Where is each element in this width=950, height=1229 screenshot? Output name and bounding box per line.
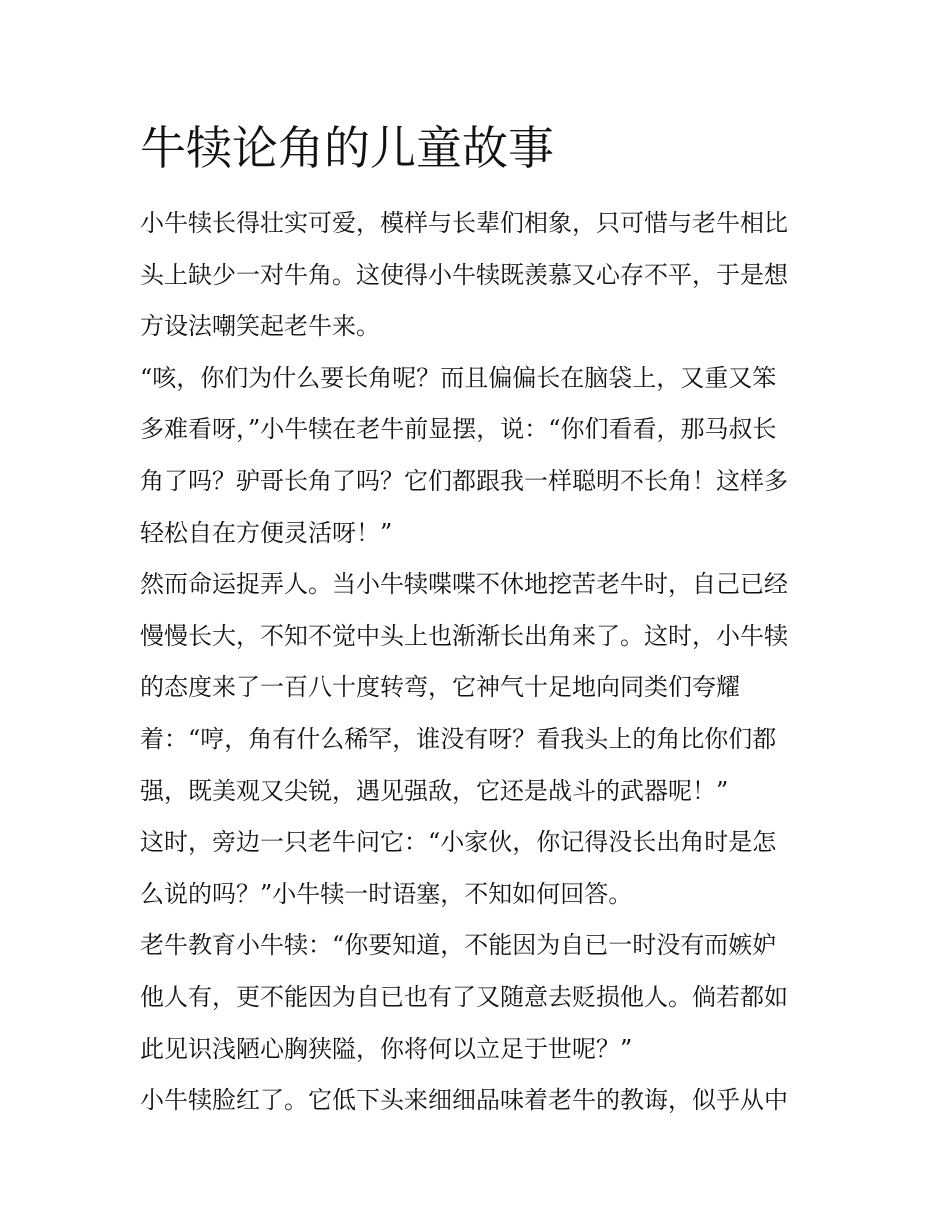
text-line: 强，既美观又尖锐，遇见强敌，它还是战斗的武器呢！” — [140, 776, 729, 805]
document-body — [140, 198, 820, 1127]
text-line: 的态度来了一百八十度转弯，它神气十足地向同类们夸耀 — [140, 673, 740, 702]
text-line: 小牛犊脸红了。它低下头来细细品味着老牛的教诲，似乎从中 — [140, 1086, 788, 1115]
text-line: 他人有，更不能因为自已也有了又随意去贬损他人。倘若都如 — [140, 982, 788, 1011]
text-line: 头上缺少一对牛角。这使得小牛犊既羡慕又心存不平，于是想 — [140, 260, 788, 289]
text-line: 小牛犊长得壮实可爱，模样与长辈们相象，只可惜与老牛相比 — [140, 209, 788, 237]
document-title: 牛犊论角的儿童故事 — [140, 121, 554, 175]
text-line: 然而命运捉弄人。当小牛犊喋喋不休地挖苦老牛时，自己已经 — [140, 570, 788, 599]
text-line: 角了吗？驴哥长角了吗？它们都跟我一样聪明不长角！这样多 — [140, 466, 788, 495]
text-line: 方设法嘲笑起老牛来。 — [140, 312, 380, 341]
text-line: 多难看呀，”小牛犊在老牛前显摆，说：“你们看看，那马叔长 — [140, 415, 777, 444]
text-line: “咳，你们为什么要长角呢？而且偏偏长在脑袋上，又重又笨 — [140, 363, 777, 392]
text-line: 着：“哼，角有什么稀罕，谁没有呀？看我头上的角比你们都 — [140, 724, 777, 753]
text-line: 么说的吗？”小牛犊一时语塞，不知如何回答。 — [140, 879, 633, 908]
text-line: 此见识浅陋心胸狭隘，你将何以立足于世呢？” — [140, 1034, 633, 1063]
text-line: 老牛教育小牛犊：“你要知道，不能因为自已一时没有而嫉妒 — [140, 931, 777, 960]
text-line: 轻松自在方便灵活呀！” — [140, 518, 393, 547]
text-line: 慢慢长大，不知不觉中头上也渐渐长出角来了。这时，小牛犊 — [140, 621, 788, 650]
text-line: 这时，旁边一只老牛问它：“小家伙，你记得没长出角时是怎 — [140, 828, 777, 857]
